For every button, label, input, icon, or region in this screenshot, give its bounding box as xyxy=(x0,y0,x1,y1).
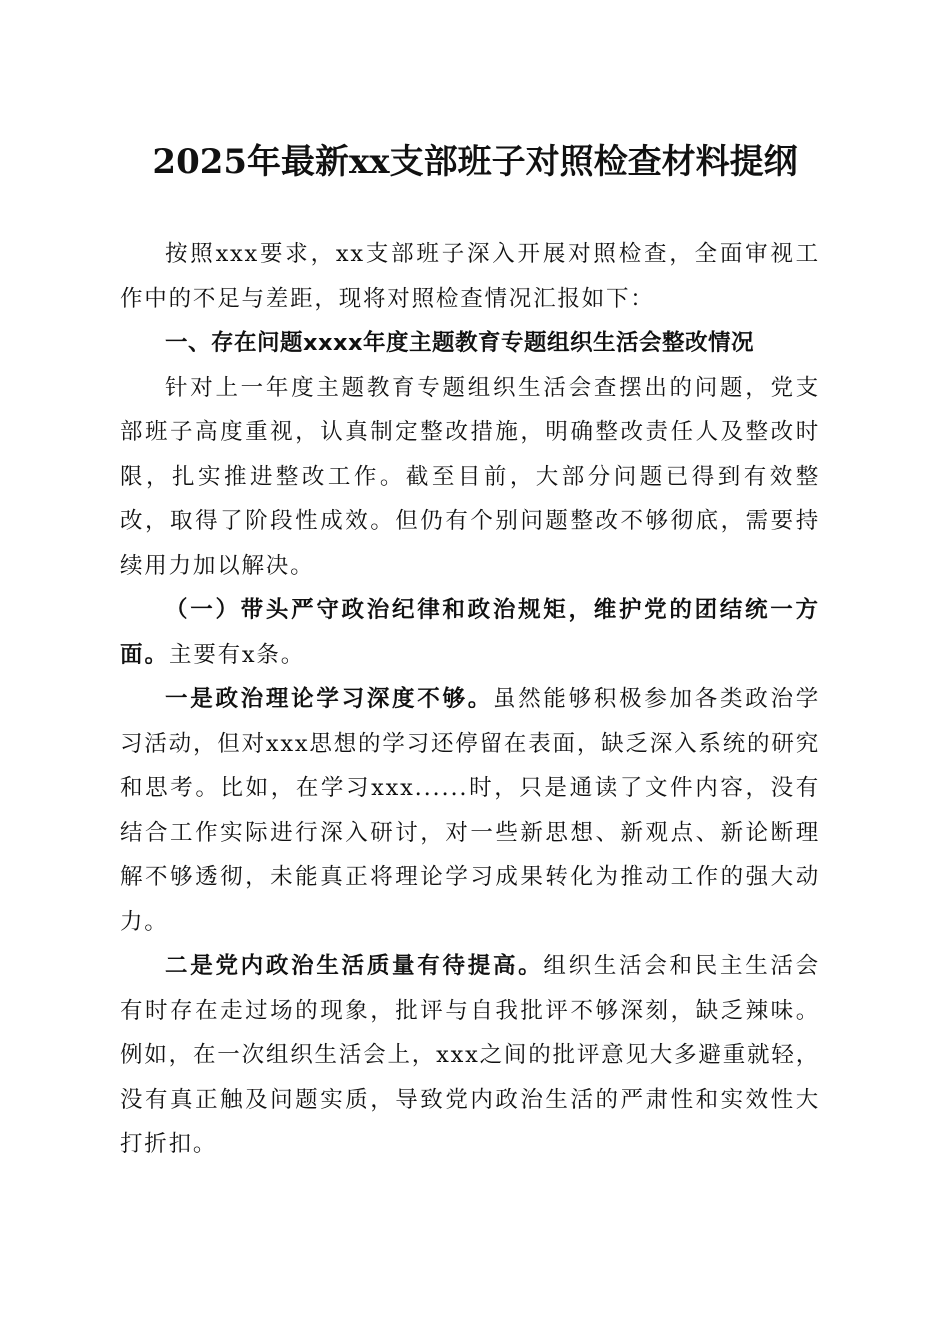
point2-body: 组织生活会和民主生活会有时存在走过场的现象，批评与自我批评不够深刻，缺乏辣味。例如，在一次组织生活会上，xxx之间的批评意见大多避重就轻，没有真正触及问题实质，导致党内政治生活的严肃性和实效性大打折扣。 xyxy=(120,953,820,1157)
point1-lead: 一是政治理论学习深度不够。 xyxy=(165,686,493,712)
point2-paragraph xyxy=(120,944,820,1167)
point2-lead: 二是党内政治生活质量有待提高。 xyxy=(165,953,544,979)
point1-paragraph xyxy=(120,677,820,944)
document-body xyxy=(120,232,820,1167)
subsection1-paragraph xyxy=(120,588,820,677)
intro-paragraph: 按照xxx要求，xx支部班子深入开展对照检查，全面审视工作中的不足与差距，现将对照检查情况汇报如下： xyxy=(120,241,820,312)
section1-paragraph: 针对上一年度主题教育专题组织生活会查摆出的问题，党支部班子高度重视，认真制定整改措施，明确整改责任人及整改时限，扎实推进整改工作。截至目前，大部分问题已得到有效整改，取得了阶段性成效。但仍有个别问题整改不够彻底，需要持续用力加以解决。 xyxy=(120,374,820,579)
section1-heading: 一、存在问题xxxx年度主题教育专题组织生活会整改情况 xyxy=(165,330,755,356)
subsection1-note: 主要有x条。 xyxy=(169,641,306,668)
point1-body: 虽然能够积极参加各类政治学习活动，但对xxx思想的学习还停留在表面，缺乏深入系统的研究和思考。比如，在学习xxx......时，只是通读了文件内容，没有结合工作实际进行深入研讨，对一些新思想、新观点、新论断理解不够透彻，未能真正将理论学习成果转化为推动工作的强大动力。 xyxy=(120,686,820,935)
subsection1-heading: （一）带头严守政治纪律和政治规矩，维护党的团结统一方面。 xyxy=(120,597,820,668)
document-title: 2025年最新xx支部班子对照检查材料提纲 xyxy=(152,142,798,182)
